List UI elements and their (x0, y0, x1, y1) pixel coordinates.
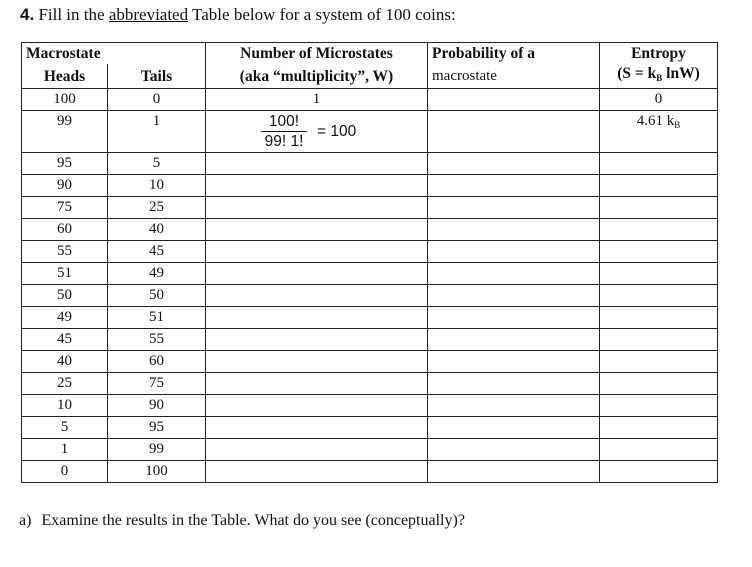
entropy-header-line1: Entropy (600, 43, 718, 65)
table-row (22, 461, 718, 483)
heads-cell: 1 (22, 439, 108, 461)
probability-cell (428, 263, 600, 285)
table-row (22, 285, 718, 307)
part-a-question (19, 512, 465, 530)
entropy-cell (600, 439, 718, 461)
probability-cell (428, 89, 600, 111)
question-text-underlined: abbreviated (108, 5, 189, 24)
heads-cell: 25 (22, 373, 108, 395)
microstates-cell (206, 263, 428, 285)
table-row (22, 241, 718, 263)
tails-cell: 99 (108, 439, 206, 461)
probability-header-line2: macrostate (432, 67, 497, 84)
fraction-numerator: 100! (268, 113, 300, 130)
heads-cell: 45 (22, 329, 108, 351)
macrostate-header: Macrostate (22, 43, 108, 65)
table-row-99 (22, 111, 718, 153)
header-row-2 (22, 64, 718, 89)
entropy-cell (600, 373, 718, 395)
multiplicity-fraction (261, 112, 307, 151)
tails-cell: 90 (108, 395, 206, 417)
tails-cell: 50 (108, 285, 206, 307)
tails-cell: 0 (108, 89, 206, 111)
entropy-formula-sub: B (656, 73, 663, 83)
heads-cell: 50 (22, 285, 108, 307)
probability-cell (428, 329, 600, 351)
tails-cell: 5 (108, 153, 206, 175)
probability-cell (428, 285, 600, 307)
tails-cell: 40 (108, 219, 206, 241)
probability-cell (428, 307, 600, 329)
microstates-cell (206, 351, 428, 373)
tails-cell: 95 (108, 417, 206, 439)
microstates-cell: 1 (206, 89, 428, 111)
question-text-after: Table below for a system of 100 coins: (188, 5, 456, 24)
question-number: 4. (20, 5, 35, 24)
table-row (22, 197, 718, 219)
microstates-cell (206, 395, 428, 417)
heads-cell: 5 (22, 417, 108, 439)
microstates-cell (206, 285, 428, 307)
table-row (22, 351, 718, 373)
probability-header-line1: Probability of a (428, 43, 600, 65)
table-row (22, 395, 718, 417)
microstates-cell (206, 373, 428, 395)
macrostate-header-spacer (108, 43, 206, 65)
fraction-result: = 100 (317, 123, 357, 140)
multiplicity-fraction-wrap (210, 111, 423, 151)
probability-cell (428, 219, 600, 241)
entropy-cell (600, 329, 718, 351)
entropy-cell (600, 461, 718, 483)
tails-cell: 60 (108, 351, 206, 373)
table-row (22, 175, 718, 197)
entropy-cell (600, 307, 718, 329)
tails-cell: 45 (108, 241, 206, 263)
microstates-header-line2: (aka “multiplicity”, W) (206, 64, 428, 89)
question-text-before: Fill in the (38, 5, 109, 24)
part-a-text: Examine the results in the Table. What do you see (conceptually)? (41, 512, 465, 529)
probability-cell (428, 461, 600, 483)
heads-cell: 90 (22, 175, 108, 197)
question-prompt (20, 5, 456, 25)
probability-cell (428, 241, 600, 263)
table-row (22, 219, 718, 241)
probability-cell (428, 395, 600, 417)
heads-cell: 40 (22, 351, 108, 373)
table-row (22, 439, 718, 461)
entropy-cell (600, 417, 718, 439)
entropy-cell (600, 197, 718, 219)
entropy-cell (600, 111, 718, 153)
coins-table (21, 42, 718, 483)
probability-cell (428, 153, 600, 175)
microstates-cell (206, 175, 428, 197)
heads-cell: 75 (22, 197, 108, 219)
microstates-cell (206, 241, 428, 263)
entropy-cell (600, 351, 718, 373)
entropy-cell (600, 219, 718, 241)
microstates-cell (206, 329, 428, 351)
tails-cell: 25 (108, 197, 206, 219)
probability-cell (428, 111, 600, 153)
heads-cell: 10 (22, 395, 108, 417)
table-row (22, 373, 718, 395)
probability-cell (428, 197, 600, 219)
part-a-label: a) (19, 512, 32, 529)
tails-cell: 49 (108, 263, 206, 285)
heads-header: Heads (22, 64, 108, 89)
entropy-formula-pre: (S = k (617, 65, 657, 82)
microstates-cell (206, 111, 428, 153)
microstates-header-line1: Number of Microstates (206, 43, 428, 65)
microstates-cell (206, 197, 428, 219)
probability-cell (428, 351, 600, 373)
table-row (22, 153, 718, 175)
probability-cell (428, 439, 600, 461)
probability-cell (428, 175, 600, 197)
fraction-denominator: 99! 1! (264, 133, 304, 150)
microstates-cell (206, 417, 428, 439)
microstates-cell (206, 439, 428, 461)
heads-cell: 55 (22, 241, 108, 263)
microstates-cell (206, 461, 428, 483)
probability-cell (428, 373, 600, 395)
entropy-formula-post: lnW) (662, 65, 700, 82)
tails-cell: 51 (108, 307, 206, 329)
table-row-100 (22, 89, 718, 111)
heads-cell: 60 (22, 219, 108, 241)
tails-cell: 1 (108, 111, 206, 153)
probability-cell (428, 417, 600, 439)
heads-cell: 99 (22, 111, 108, 153)
entropy-cell: 0 (600, 89, 718, 111)
entropy-cell (600, 153, 718, 175)
entropy-cell (600, 285, 718, 307)
heads-cell: 0 (22, 461, 108, 483)
tails-cell: 55 (108, 329, 206, 351)
microstates-cell (206, 307, 428, 329)
table-row (22, 417, 718, 439)
header-row-1 (22, 43, 718, 65)
entropy-header-line2 (600, 64, 718, 89)
heads-cell: 100 (22, 89, 108, 111)
entropy-value-sub: B (674, 120, 681, 130)
entropy-cell (600, 241, 718, 263)
table-row (22, 329, 718, 351)
tails-cell: 10 (108, 175, 206, 197)
microstates-cell (206, 219, 428, 241)
entropy-cell (600, 175, 718, 197)
tails-cell: 100 (108, 461, 206, 483)
tails-cell: 75 (108, 373, 206, 395)
heads-cell: 51 (22, 263, 108, 285)
table-row (22, 307, 718, 329)
probability-header-line2-cell (428, 64, 600, 89)
heads-cell: 49 (22, 307, 108, 329)
tails-header: Tails (108, 64, 206, 89)
microstates-cell (206, 153, 428, 175)
table-row (22, 263, 718, 285)
entropy-cell (600, 263, 718, 285)
heads-cell: 95 (22, 153, 108, 175)
entropy-cell (600, 395, 718, 417)
entropy-value: 4.61 k (636, 113, 675, 129)
